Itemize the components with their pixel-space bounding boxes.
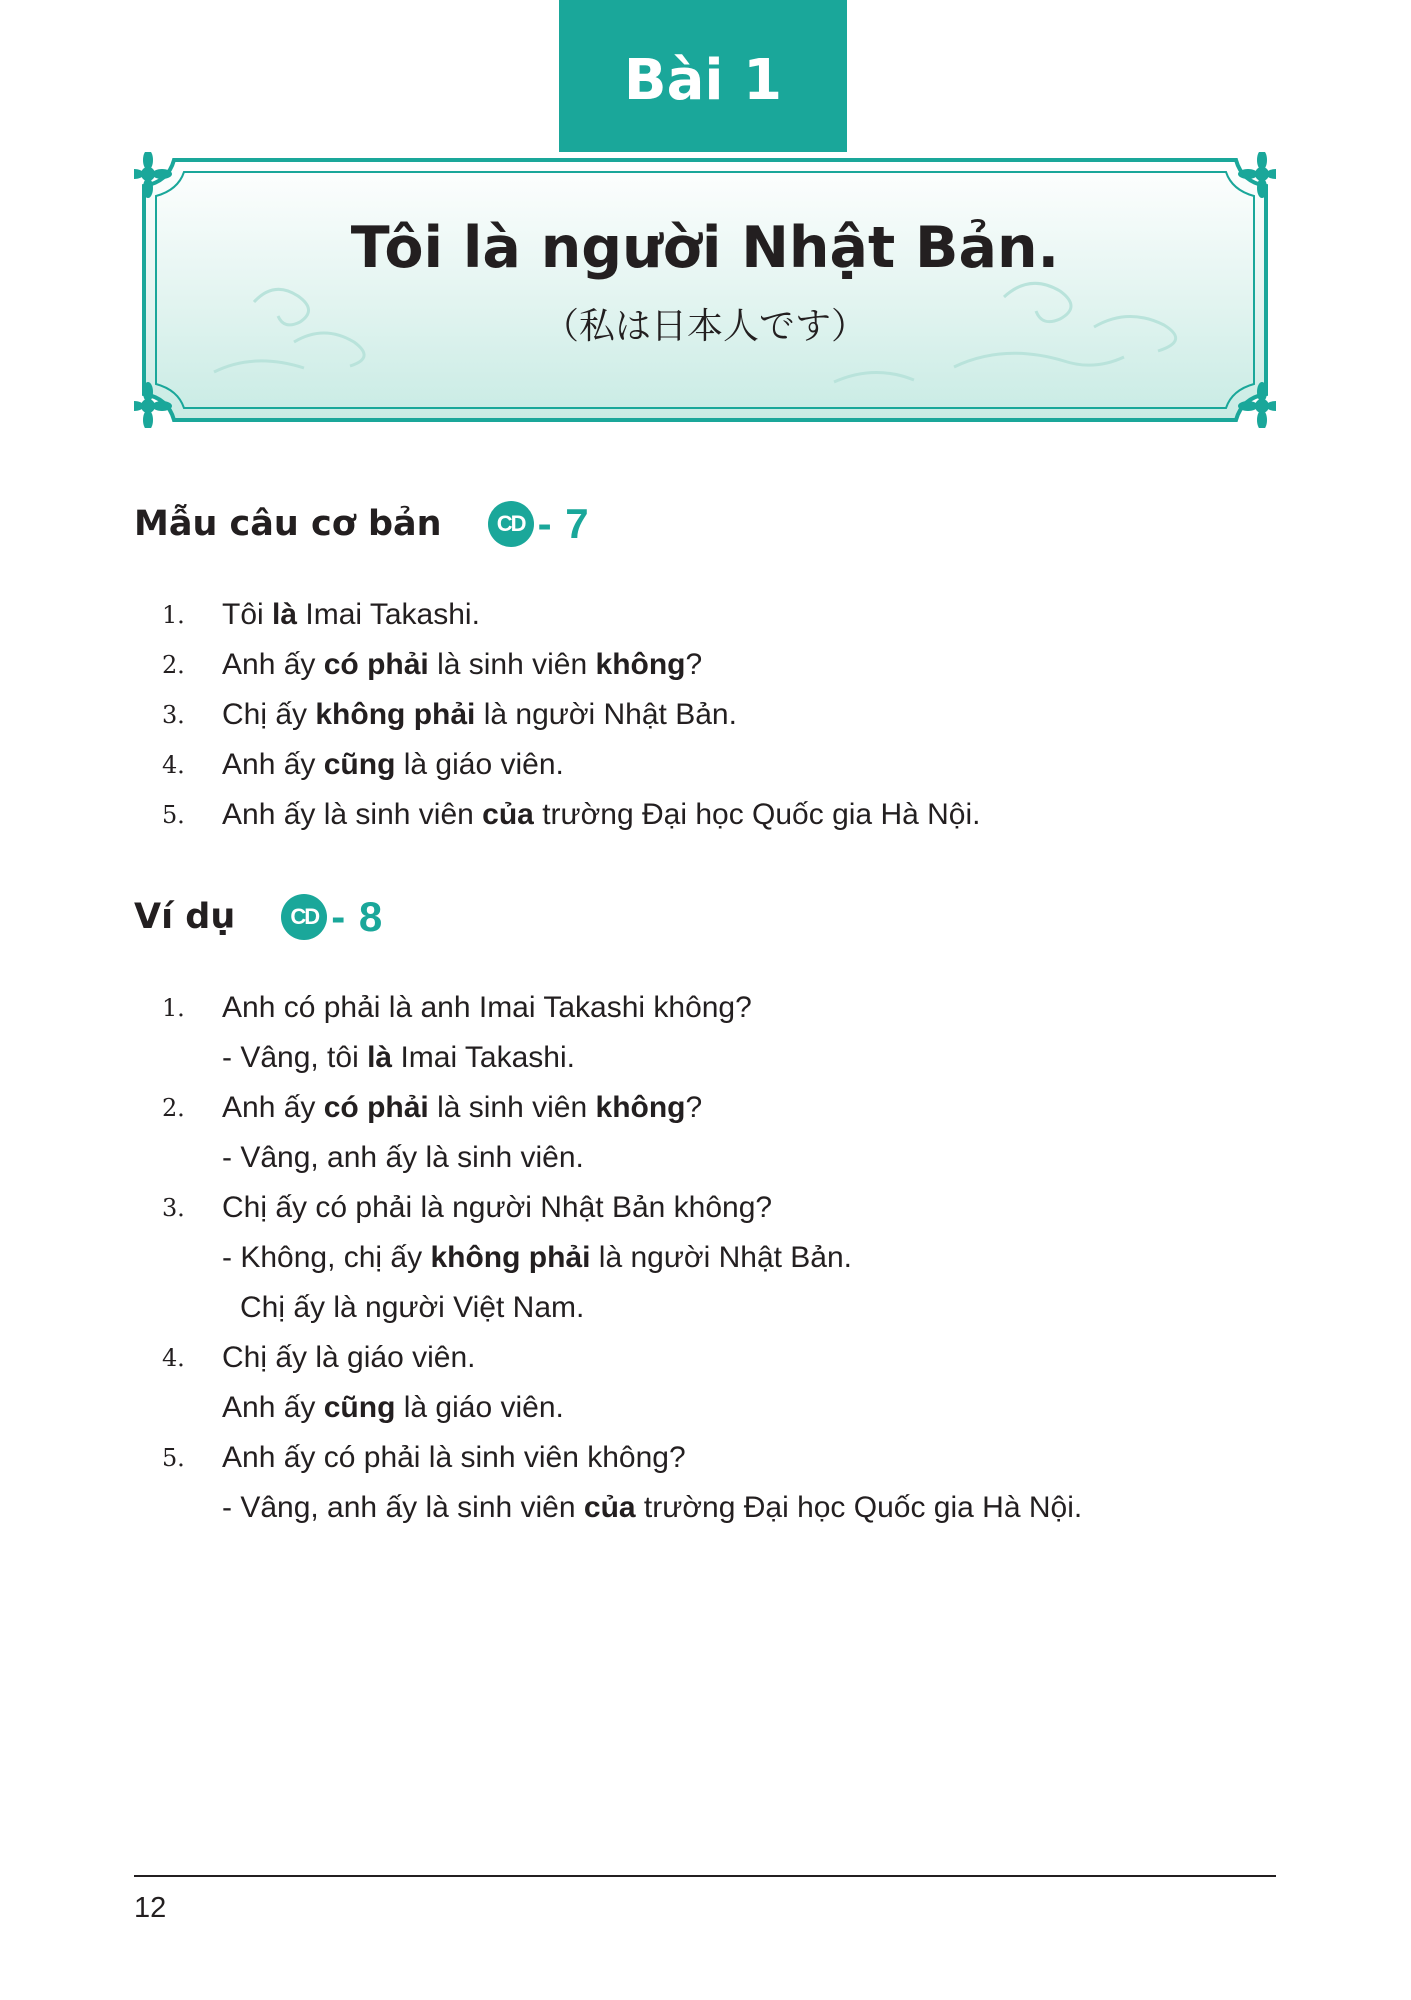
item-text xyxy=(222,1183,772,1233)
basic-patterns-heading xyxy=(134,500,590,548)
text-segment: ? xyxy=(685,648,703,681)
emphasized-text: của xyxy=(482,798,534,831)
item-number: 3． xyxy=(162,1194,202,1222)
emphasized-text: không xyxy=(595,1091,686,1124)
text-segment: Tôi xyxy=(222,598,273,631)
emphasized-text: có phải xyxy=(323,1091,429,1124)
item-number: 5． xyxy=(162,801,202,829)
text-segment: - Không, chị ấy xyxy=(222,1241,431,1274)
emphasized-text: không xyxy=(595,648,686,681)
item-text xyxy=(222,1233,852,1283)
lesson-subtitle-japanese: （私は日本人です） xyxy=(542,306,867,347)
ornamental-frame-graphic xyxy=(134,152,1276,428)
cd-track-badge[interactable] xyxy=(281,893,383,941)
text-segment: là giáo viên. xyxy=(395,748,564,781)
item-number: 1． xyxy=(162,601,202,629)
item-number: 4． xyxy=(162,751,202,779)
cd-track-number: - 8 xyxy=(331,893,384,940)
text-segment: Imai Takashi. xyxy=(297,598,480,631)
emphasized-text: cũng xyxy=(323,748,396,781)
emphasized-text: của xyxy=(583,1491,636,1524)
item-number: 2． xyxy=(162,1094,202,1122)
emphasized-text: không phải xyxy=(315,698,476,731)
page-number: 12 xyxy=(134,1892,167,1924)
item-text xyxy=(222,983,752,1033)
cd-track-badge[interactable] xyxy=(488,500,590,548)
item-text xyxy=(222,1033,575,1083)
item-text xyxy=(222,1483,1082,1533)
emphasized-text: là xyxy=(272,598,298,631)
item-text xyxy=(240,1283,584,1333)
cd-icon: CD xyxy=(488,501,534,547)
text-segment: Anh ấy xyxy=(222,748,324,781)
emphasized-text: là xyxy=(367,1041,393,1074)
text-segment: Chị ấy xyxy=(222,698,316,731)
item-text xyxy=(222,690,737,740)
item-text xyxy=(222,1133,584,1183)
text-segment: Anh có phải là anh Imai Takashi không? xyxy=(222,991,752,1024)
text-segment: Chị ấy là người Việt Nam. xyxy=(240,1291,585,1324)
item-text xyxy=(222,1433,686,1483)
text-segment: trường Đại học Quốc gia Hà Nội. xyxy=(635,1491,1083,1524)
text-segment: Anh ấy xyxy=(222,648,324,681)
text-segment: Imai Takashi. xyxy=(392,1041,575,1074)
item-number: 2． xyxy=(162,651,202,679)
emphasized-text: có phải xyxy=(323,648,429,681)
item-text xyxy=(222,1333,475,1383)
text-segment: là sinh viên xyxy=(428,1091,596,1124)
cd-icon: CD xyxy=(281,894,327,940)
examples-heading xyxy=(134,893,383,941)
text-segment: trường Đại học Quốc gia Hà Nội. xyxy=(533,798,981,831)
item-text xyxy=(222,1383,564,1433)
item-number: 5． xyxy=(162,1444,202,1472)
title-frame xyxy=(134,152,1276,428)
item-text xyxy=(222,1083,702,1133)
lesson-tab xyxy=(559,0,847,152)
item-text xyxy=(222,640,702,690)
text-segment: - Vâng, tôi xyxy=(222,1041,368,1074)
text-segment: - Vâng, anh ấy là sinh viên. xyxy=(222,1141,584,1174)
lesson-title: Tôi là người Nhật Bản. xyxy=(350,215,1060,281)
text-segment: Chị ấy là giáo viên. xyxy=(222,1341,476,1374)
text-segment: Anh ấy xyxy=(222,1391,324,1424)
section-title: Ví dụ xyxy=(134,897,236,937)
footer-divider xyxy=(134,1875,1276,1877)
section-title: Mẫu câu cơ bản xyxy=(134,504,442,544)
text-segment: - Vâng, anh ấy là sinh viên xyxy=(222,1491,584,1524)
item-number: 1． xyxy=(162,994,202,1022)
item-number: 3． xyxy=(162,701,202,729)
lesson-label: Bài 1 xyxy=(623,47,783,113)
emphasized-text: cũng xyxy=(323,1391,396,1424)
text-segment: Chị ấy có phải là người Nhật Bản không? xyxy=(222,1191,773,1224)
item-text xyxy=(222,740,564,790)
text-segment: là người Nhật Bản. xyxy=(590,1241,853,1274)
text-segment: là người Nhật Bản. xyxy=(475,698,737,731)
text-segment: là sinh viên xyxy=(428,648,596,681)
text-segment: Anh ấy xyxy=(222,1091,324,1124)
cd-track-number: - 7 xyxy=(537,500,590,547)
text-segment: Anh ấy có phải là sinh viên không? xyxy=(222,1441,686,1474)
text-segment: Anh ấy là sinh viên xyxy=(222,798,483,831)
item-text xyxy=(222,790,980,840)
emphasized-text: không phải xyxy=(430,1241,591,1274)
text-segment: ? xyxy=(685,1091,703,1124)
item-number: 4． xyxy=(162,1344,202,1372)
text-segment: là giáo viên. xyxy=(395,1391,564,1424)
item-text xyxy=(222,590,480,640)
